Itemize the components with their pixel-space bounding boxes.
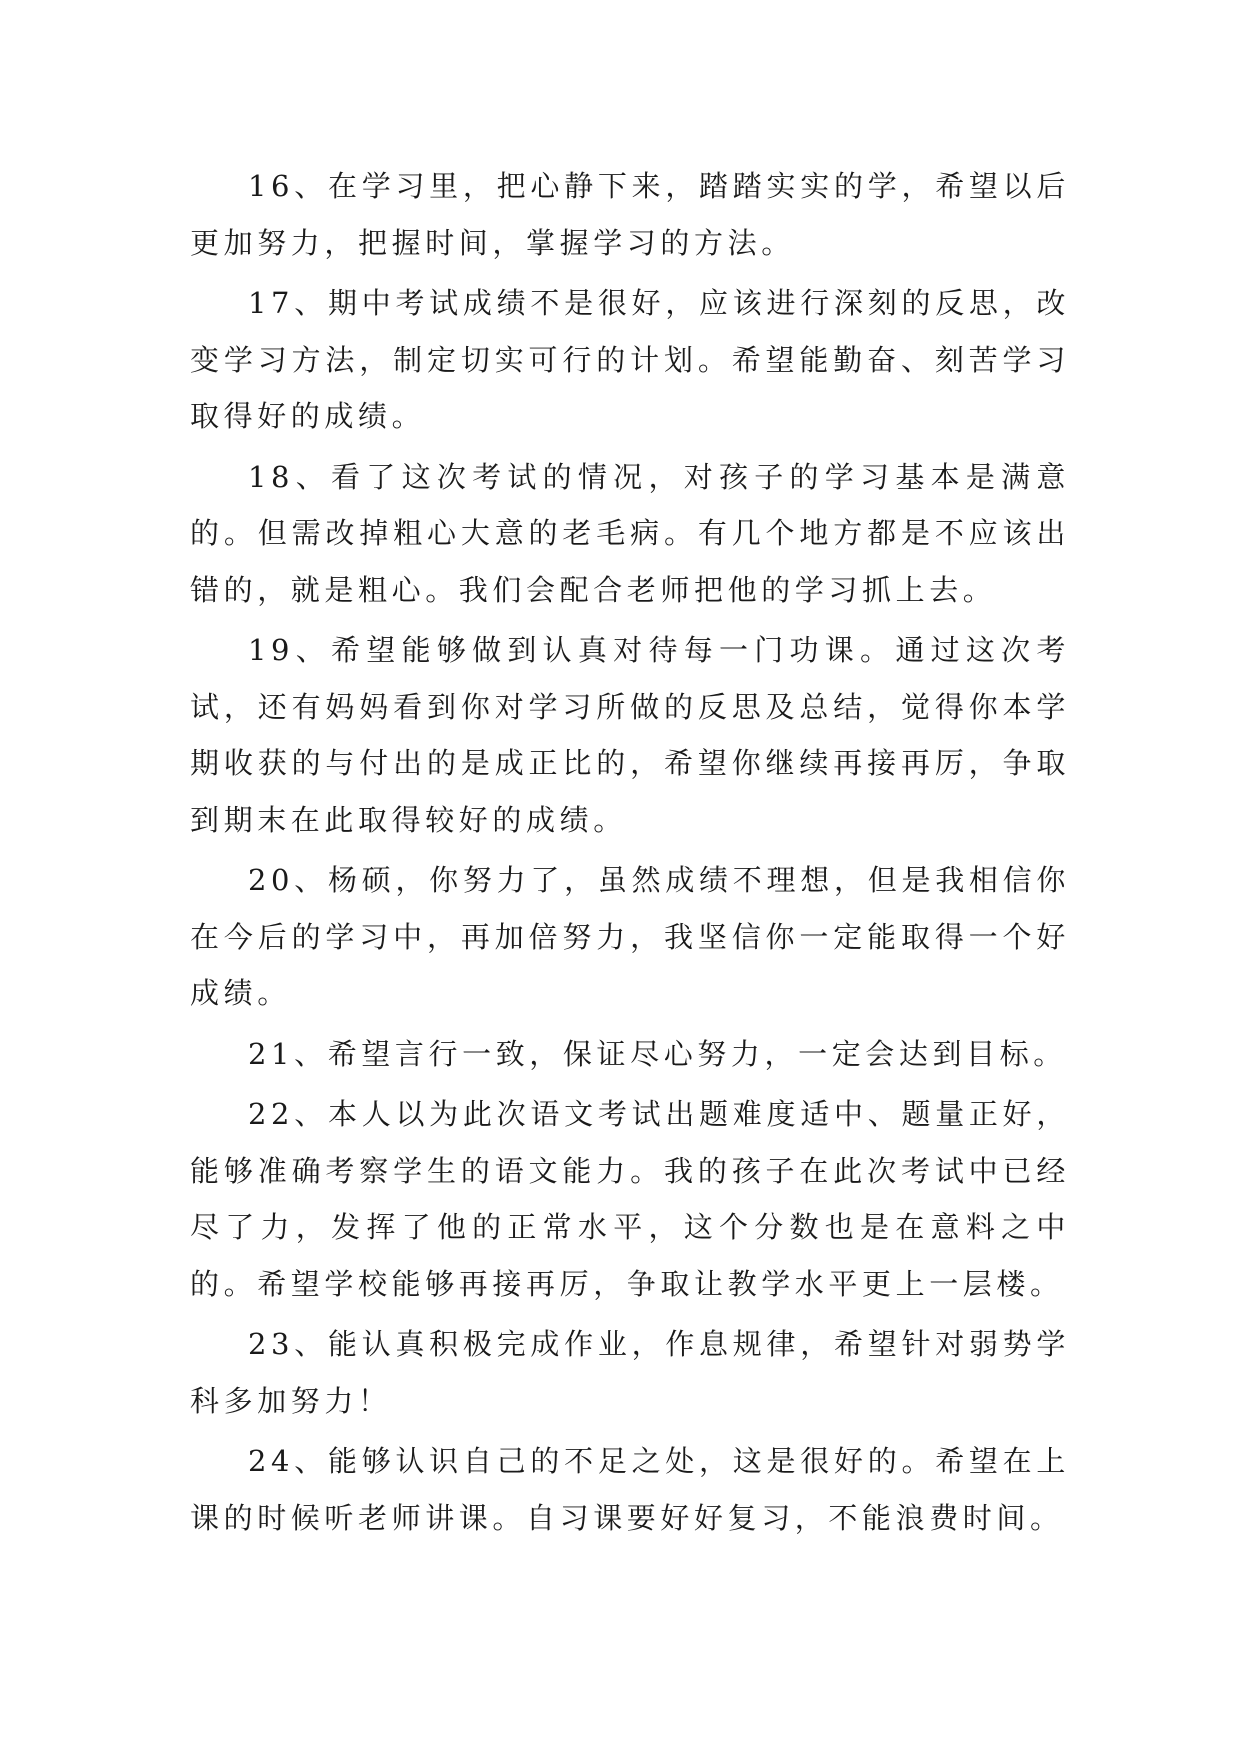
paragraph-16: 16、在学习里，把心静下来，踏踏实实的学，希望以后更加努力，把握时间，掌握学习的方法。 bbox=[190, 169, 1070, 260]
paragraph-17: 17、期中考试成绩不是很好，应该进行深刻的反思，改变学习方法，制定切实可行的计划。希望能勤奋、刻苦学习取得好的成绩。 bbox=[190, 286, 1070, 433]
paragraph-21: 21、希望言行一致，保证尽心努力，一定会达到目标。 bbox=[248, 1036, 1067, 1071]
paragraph-24: 24、能够认识自己的不足之处，这是很好的。希望在上课的时候听老师讲课。自习课要好好复习，不能浪费时间。 bbox=[190, 1444, 1070, 1535]
paragraph-20: 20、杨硕，你努力了，虽然成绩不理想，但是我相信你在今后的学习中，再加倍努力，我坚信你一定能取得一个好成绩。 bbox=[190, 863, 1070, 1010]
paragraph-18: 18、看了这次考试的情况，对孩子的学习基本是满意的。但需改掉粗心大意的老毛病。有几个地方都是不应该出错的，就是粗心。我们会配合老师把他的学习抓上去。 bbox=[190, 459, 1070, 607]
document-body bbox=[190, 158, 1070, 1550]
paragraph-19: 19、希望能够做到认真对待每一门功课。通过这次考试，还有妈妈看到你对学习所做的反思及总结，觉得你本学期收获的与付出的是成正比的，希望你继续再接再厉，争取到期末在此取得较好的成绩。 bbox=[190, 633, 1070, 837]
paragraph-23: 23、能认真积极完成作业，作息规律，希望针对弱势学科多加努力！ bbox=[190, 1327, 1070, 1418]
paragraph-22: 22、本人以为此次语文考试出题难度适中、题量正好，能够准确考察学生的语文能力。我的孩子在此次考试中已经尽了力，发挥了他的正常水平，这个分数也是在意料之中的。希望学校能够再接再厉，争取让教学水平更上一层楼。 bbox=[190, 1097, 1070, 1301]
